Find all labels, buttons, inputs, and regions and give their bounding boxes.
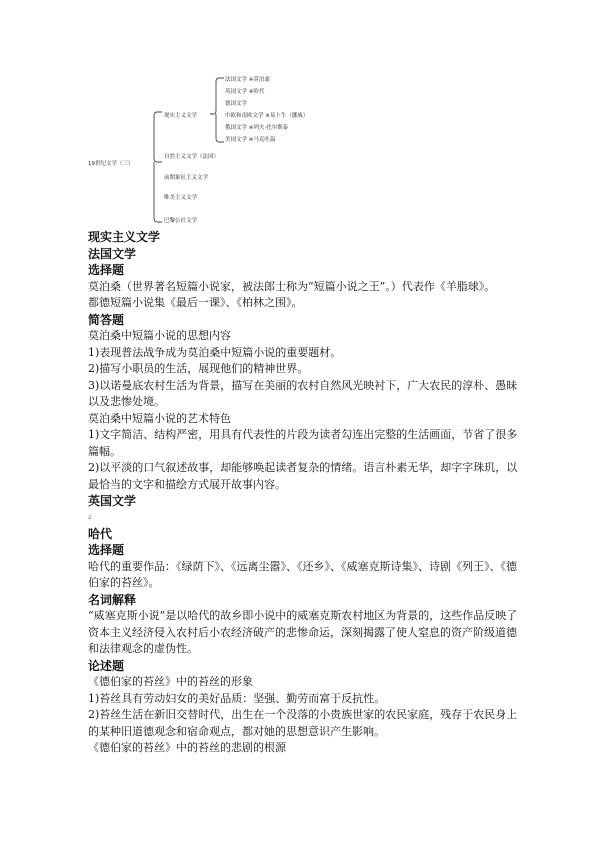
mindmap-branch-aestheticism: 唯美主义文学 [164, 195, 198, 201]
mindmap-branch-symbolism: 前期象征主义文学 [164, 175, 209, 181]
mindmap-leaf-russian: 俄国文学 ※列夫·托尔斯泰 [225, 125, 289, 131]
mindmap-leaf-german: 德国文学 [225, 101, 248, 107]
mindmap-branch-realism: 现实主义文学 [164, 113, 198, 119]
literature-mind-map [84, 72, 384, 224]
mindmap-brace-realism [210, 78, 224, 142]
paragraph-wessex-novels: “威塞克斯小说”是以哈代的故乡即小说中的威塞克斯农村地区为背景的，这些作品反映了资本主义经济侵入农村后小农经济破产的悲惨命运，深刻揭露了使人窒息的资产阶级道德和法律观念的虚伪性。 [88, 609, 518, 655]
mindmap-leaf-american: 美国文学 ※马克吐温 [225, 137, 276, 143]
list-item: 3)以诺曼底农村生活为背景，描写在美丽的农村自然风光映衬下，广大农民的淳朴、愚昧以及悲惨处境。 [88, 378, 518, 408]
heading-multiple-choice: 选择题 [88, 543, 125, 557]
heading-short-answer: 简答题 [88, 312, 125, 327]
paragraph-maupassant: 莫泊桑（世界著名短篇小说家，被法郎士称为“短篇小说之王”。）代表作《羊脂球》。 [88, 279, 496, 293]
list-item: 2)描写小职员的生活，展现他们的精神世界。 [88, 362, 309, 375]
mindmap-leaf-french: 法国文学 ※莫泊桑 [225, 77, 270, 83]
paragraph-daudet: 都德短篇小说集《最后一课》、《柏林之围》。 [88, 296, 303, 309]
heading-multiple-choice: 选择题 [88, 263, 125, 277]
page-number: 2 [88, 514, 92, 521]
list-item: 1)文字简洁、结构严密，用具有代表性的片段为读者勾连出完整的生活画面，节省了很多篇幅。 [88, 428, 518, 458]
mindmap-branch-commune: 巴黎公社文学 [164, 218, 198, 224]
list-item: 1)苔丝具有劳动妇女的美好品质：坚强、勤劳而富于反抗性。 [88, 691, 386, 705]
paragraph-hardy-works: 哈代的重要作品：《绿荫下》、《远离尘嚣》、《还乡》、《威塞克斯诗集》、诗剧《列王》、《德伯家的苔丝》。 [88, 559, 517, 589]
mindmap-leaf-english: 英国文学 ※哈代 [225, 89, 265, 95]
paragraph-thought-content: 莫泊桑中短篇小说的思想内容 [88, 329, 231, 342]
heading-term-explanation: 名词解释 [88, 592, 137, 607]
list-item: 2)以平淡的口气叙述故事，却能够唤起读者复杂的情绪。语言朴素无华，却字字珠玑，以最恰当的文字和描绘方式展开故事内容。 [88, 461, 518, 491]
heading-realism: 现实主义文学 [88, 230, 161, 244]
paragraph-artistic-features: 莫泊桑中短篇小说的艺术特色 [88, 411, 231, 425]
heading-essay: 论述题 [88, 658, 125, 673]
list-item: 1)表现普法战争成为莫泊桑中短篇小说的重要题材。 [88, 345, 342, 359]
heading-hardy: 哈代 [88, 526, 113, 541]
mindmap-brace-root [154, 112, 162, 222]
heading-english-literature: 英国文学 [88, 494, 137, 508]
mindmap-root: 19世纪文学（三） [88, 161, 134, 167]
paragraph-tess-image: 《德伯家的苔丝》中的苔丝的形象 [88, 675, 253, 688]
document-body [88, 229, 518, 757]
paragraph-tess-tragedy: 《德伯家的苔丝》中的苔丝的悲剧的根源 [88, 741, 286, 754]
list-item: 2)苔丝生活在新旧交替时代，出生在一个没落的小贵族世家的农民家庭，残存于农民身上的某种旧道德观念和宿命观点，都对她的思想意识产生影响。 [88, 708, 518, 738]
heading-french-literature: 法国文学 [88, 246, 137, 261]
mindmap-branch-naturalism: 自然主义文学（法国） [164, 154, 220, 160]
mindmap-leaf-central-south: 中欧和南欧文学 ※易卜生（挪威） [225, 113, 309, 119]
